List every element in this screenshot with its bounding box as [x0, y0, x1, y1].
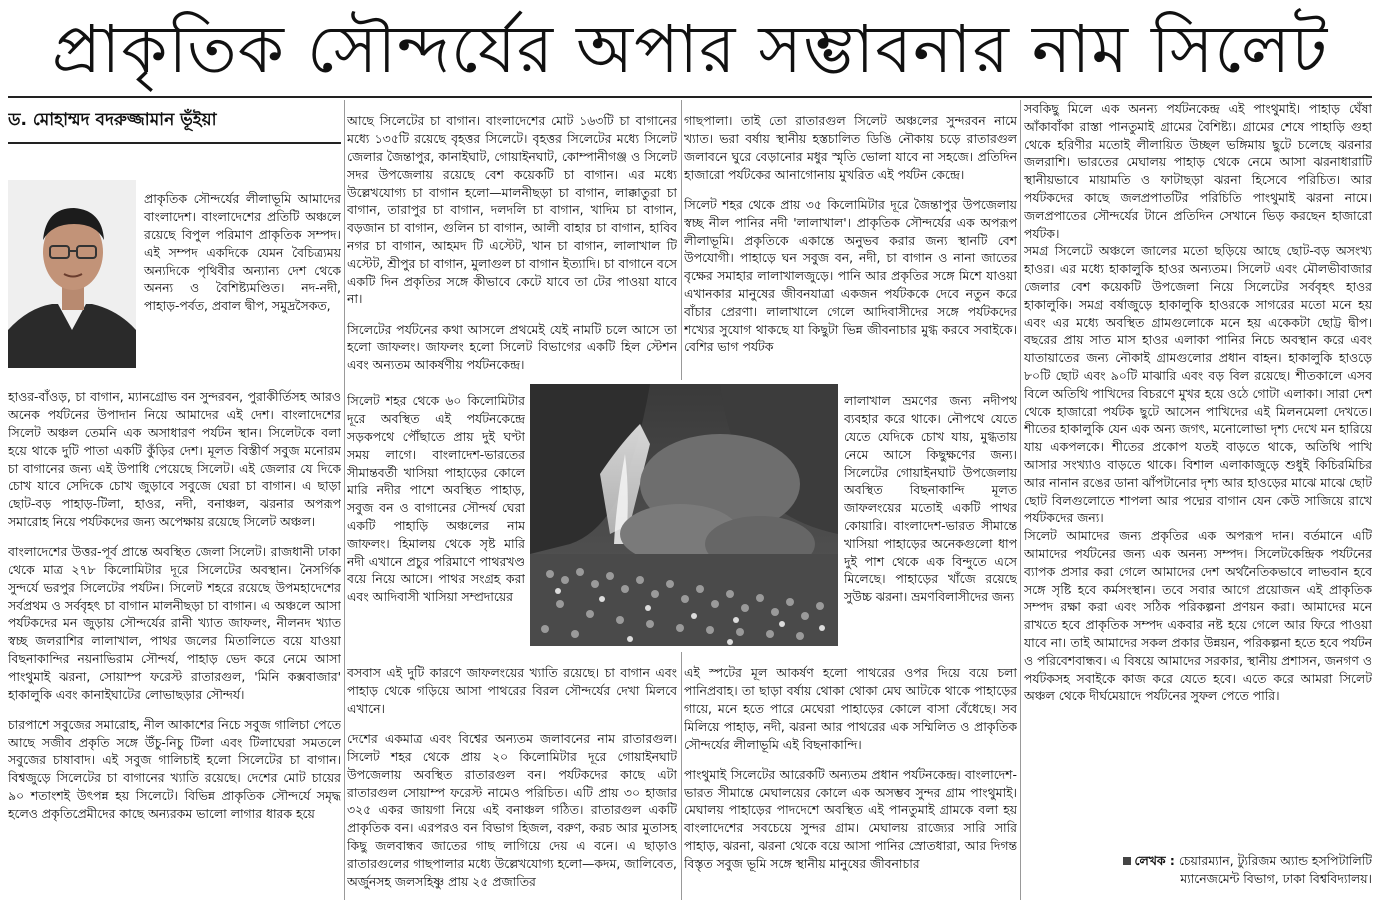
col1-body [8, 376, 341, 900]
col3-bottom [684, 652, 1017, 900]
col3-paragraph-2: সিলেট শহর থেকে প্রায় ৩৫ কিলোমিটার দূরে জৈন্তাপুর উপজেলায় স্বচ্ছ নীল পানির নদী 'লালাখাল'। প্রাকৃতিক সৌন্দর্যের এক অপরূপ লীলাভূমি। প্রকৃতিকে একান্তে অনুভব করার জন্য স্থানটি বেশ উপযোগী। পাহাড়ে ঘন সবুজ বন, নদী, চা বাগান ও নানা জাতের বৃক্ষের সমাহার লালাখালজুড়ে। পানি আর প্রকৃতির সঙ্গে মিশে যাওয়া এখানকার মানুষের জীবনযাত্রা একজন পর্যটককে দেবে নতুন করে বাঁচার প্রেরণা। লালাখালে গেলে আদিবাসীদের সঙ্গে পর্যটকদের শখ্যের সুযোগ থাকছে যা কিছুটা ভিন্ন জীবনাচার মুগ্ধ করবে সবাইকে। বেশির ভাগ পর্যটক [684, 196, 1017, 355]
headline-rule [8, 96, 1372, 98]
headline: প্রাকৃতিক সৌন্দর্যের অপার সম্ভাবনার নাম সিলেট [51, 11, 1329, 88]
author-portrait [8, 180, 136, 368]
credit-label: লেখক : [1134, 853, 1175, 868]
waterfall-image [530, 384, 838, 646]
col3-paragraph-5: পাংথুমাই সিলেটের আরেকটি অন্যতম প্রধান পর্যটনকেন্দ্র। বাংলাদেশ-ভারত সীমান্তে মেঘালয়ের কোলে এক অসম্ভব সুন্দর গ্রাম পাংথুমাই। মেঘালয় পাহাড়ের পাদদেশে অবস্থিত এই পানতুমাই গ্রামকে বলা হয় বাংলাদেশের সবচেয়ে সুন্দর গ্রাম। মেঘালয় রাজ্যের সারি সারি পাহাড়, ঝরনা, ঝরনা থেকে বয়ে আসা পানির স্রোতধারা, আর দিগন্ত বিস্তৃত সবুজ ভূমি সঙ্গে স্থানীয় মানুষের জীবনাচার [684, 766, 1017, 871]
col3-paragraph-4: এই স্পটের মূল আকর্ষণ হলো পাথরের ওপর দিয়ে বয়ে চলা পানিপ্রবাহ। তা ছাড়া বর্ষায় থোকা থোকা মেঘ আটকে থাকে পাহাড়ের গায়ে, মনে হতে পারে মেঘেরা পাহাড়ের কোলে বাসা বেঁধেছে। সব মিলিয়ে পাহাড়, নদী, ঝরনা আর পাথরের এক সম্মিলিত ও প্রাকৃতিক সৌন্দর্যের লীলাভূমি এই বিছনাকান্দি। [684, 665, 1017, 752]
col3-top [684, 100, 1017, 378]
col2-paragraph-5: দেশের একমাত্র এবং বিশ্বের অন্যতম জলাবনের নাম রাতারগুল। সিলেট শহর থেকে প্রায় ২০ কিলোমিটার দূরে গোয়াইনঘাট উপজেলায় অবস্থিত রাতারগুল বন। পর্যটকদের কাছে এটা রাতারগুল সোয়াম্প ফরেস্ট নামেও পরিচিত। এটি প্রায় ৩০ হাজার ৩২৫ একর জায়গা নিয়ে এই বনাঞ্চল গঠিত। রাতারগুল একটি প্রাকৃতিক বন। এরপরও বন বিভাগ হিজল, বরুণ, করচ আর মুতাসহ কিছু জলবান্ধব জাতের গাছ লাগিয়ে দেয় এ বনে। এ ছাড়াও রাতারগুলের গাছপালার মধ্যে উল্লেখযোগ্য হলো—কদম, জালিবেত, অর্জুনসহ জলসহিষ্ণু প্রায় ২৫ প্রজাতির [347, 731, 677, 889]
column-divider-3 [1020, 100, 1021, 900]
credit-line-2: ম্যানেজমেন্ট বিভাগ, ঢাকা বিশ্ববিদ্যালয়। [1180, 870, 1372, 886]
col2-top [347, 100, 677, 378]
col4-paragraph-3: সিলেট আমাদের জন্য প্রকৃতির এক অপরূপ দান। বর্তমানে এটি আমাদের পর্যটনের জন্য এক অনন্য সম্পদ। সিলেটকেন্দ্রিক পর্যটনের ব্যাপক প্রসার করা গেলে আমাদের দেশ অর্থনৈতিকভাবে লাভবান হবে সঙ্গে সৃষ্টি হবে কর্মসংস্থান। তবে সবার আগে প্রয়োজন এই প্রাকৃতিক সম্পদ রক্ষা করা এবং সঠিক পরিকল্পনা প্রণয়ন করা। আমাদের মনে রাখতে হবে প্রাকৃতিক সম্পদ একবার নষ্ট হয়ে গেলে আর ফিরে পাওয়া যাবে না। তাই আমাদের সকল প্রকার উন্নয়ন, পরিকল্পনা হতে হবে পর্যটন ও পরিবেশবান্ধব। এ বিষয়ে আমাদের সরকার, স্থানীয় প্রশাসন, জনগণ ও পর্যটকসহ সবাইকে কাজ করে যেতে হবে। এতে করে আমরা সিলেট অঞ্চল থেকে দীর্ঘমেয়াদে পর্যটনের সুফল পেতে পারি। [1024, 528, 1372, 704]
author-portrait-image [8, 180, 136, 368]
col1-paragraph-2: বাংলাদেশের উত্তর-পূর্ব প্রান্তে অবস্থিত জেলা সিলেট। রাজধানী ঢাকা থেকে মাত্র ২৭৮ কিলোমিটার দূরে সিলেটের অবস্থান। নৈসর্গিক সুন্দর্যে ভরপুর সিলেটের পর্যটন। সিলেট শহরে রয়েছে উপমহাদেশের সর্বপ্রথম ও সর্ববৃহৎ চা বাগান মালনীছড়া চা বাগান। এ অঞ্চলে আসা পর্যটকদের মন জুড়ায় সৌন্দর্যের রানী খ্যাত জাফলং, নীলনদ খ্যাত স্বচ্ছ জলরাশির লালাখাল, পাথর জলের মিতালিতে বয়ে যাওয়া বিছনাকান্দির নয়নাভিরাম সৌন্দর্য, পাহাড় ভেদ করে নেমে আসা পাংথুমাই ঝরনা, সোয়াম্প ফরেস্ট রাতারগুল, 'মিনি কক্সবাজার' হাকালুকি এবং কানাইঘাটের লোভাছড়ার সৌন্দর্য। [8, 544, 341, 702]
col2-bottom [347, 652, 677, 900]
waterfall-photo [530, 384, 838, 646]
col1-paragraph-3: চারপাশে সবুজের সমারোহ, নীল আকাশের নিচে সবুজ গালিচা পেতে আছে সজীব প্রকৃতি সঙ্গে উঁচু-নিচু টিলা এবং টিলাঘেরা সমতলে সবুজের চাষাবাদ। এই সবুজ গালিচাই হলো সিলেটের চা বাগান। বিশ্বজুড়ে সিলেটের চা বাগানের খ্যাতি রয়েছে। দেশের মোট চায়ের ৯০ শতাংশই উৎপন্ন হয় সিলেটে। বিভিন্ন প্রাকৃতিক সৌন্দর্যে সমৃদ্ধ হলেও প্রকৃতিপ্রেমীদের কাছে অন্যরকম ভালো লাগার ধারক হয়ে [8, 716, 341, 821]
credit-bullet-icon [1123, 857, 1131, 865]
column-divider-2b [681, 652, 682, 900]
col3-paragraph-3: লালাখাল ভ্রমণের জন্য নদীপথ ব্যবহার করে থাকে। নৌপথে যেতে যেতে যেদিকে চোখ যায়, মুগ্ধতায় নেমে আসে কিছুক্ষণের জন্য। সিলেটের গোয়াইনঘাট উপজেলায় অবস্থিত বিছনাকান্দি মূলত জাফলংয়ের মতোই একটি পাথর কোয়ারি। বাংলাদেশ-ভারত সীমান্তে খাসিয়া পাহাড়ের অনেকগুলো ধাপ দুই পাশ থেকে এক বিন্দুতে এসে মিলেছে। পাহাড়ের খাঁজে রয়েছে সুউচ্চ ঝরনা। ভ্রমণবিলাসীদের জন্য [844, 393, 1017, 605]
col4-paragraph-1: সবকিছু মিলে এক অনন্য পর্যটনকেন্দ্র এই পাংথুমাই। পাহাড় ঘেঁষা আঁকাবাঁকা রাস্তা পানতুমাই গ্রামের বৈশিষ্ট্য। গ্রামের শেষে পাহাড়ি গুহা থেকে হরিণীর মতোই লীলায়িত উচ্ছল ভঙ্গিমায় ছুটে চলেছে ঝরনার জলরাশি। ভারতের মেঘালয় পাহাড় থেকে নেমে আসা ঝরনাধারাটি স্থানীয়ভাবে মায়ামতি ও ফাটাছড়া ঝরনা হিসেবে পরিচিত। আর পর্যটকদের কাছে জলপ্রপাতটির পরিচিতি পাংথুমাই ঝরনা নামে। জলপ্রপাতের সৌন্দর্যের টানে প্রতিদিন সেখানে ভিড় করছেন হাজারো পর্যটক। [1024, 101, 1372, 241]
col2-paragraph-2: সিলেটের পর্যটনের কথা আসলে প্রথমেই যেই নামটি চলে আসে তা হলো জাফলং। জাফলং হলো সিলেট বিভাগের একটি হিল স্টেশন এবং অন্যতম আকর্ষণীয় পর্যটনকেন্দ্র। [347, 321, 677, 373]
col1-paragraph-1: হাওর-বাঁওড়, চা বাগান, ম্যানগ্রোভ বন সুন্দরবন, পুরাকীর্তিসহ আরও অনেক পর্যটনের উপাদান নিয়ে আমাদের এই দেশ। বাংলাদেশের সিলেট অঞ্চল তেমনি এক অসাধারণ পর্যটন স্থান। সিলেটকে বলা হয়ে থাকে দুটি পাতা একটি কুঁড়ির দেশ। মূলত বিস্তীর্ণ সবুজ মনোরম চা বাগানের জন্য এই উপাধি পেয়েছে সিলেট। এই জেলার যে দিকে চোখ যাবে সেদিকে চোখ জুড়াবে সবুজে ঘেরা চা বাগান। এ ছাড়া ছোট-বড় পাহাড়-টিলা, হাওর, নদী, বনাঞ্চল, ঝরনার অপরূপ সমারোহ নিয়ে পর্যটকদের জন্য অপেক্ষায় রয়েছে সিলেট অঞ্চল। [8, 389, 341, 529]
col2-paragraph-1: আছে সিলেটের চা বাগান। বাংলাদেশের মোট ১৬৩টি চা বাগানের মধ্যে ১৩৫টি রয়েছে বৃহত্তর সিলেটে। বৃহত্তর সিলেটের মধ্যে সিলেট জেলার জৈন্তাপুর, কানাইঘাট, গোয়াইনঘাট, কোম্পানীগঞ্জ ও সিলেট সদর উপজেলায় রয়েছে বেশ কয়েকটি চা বাগান। এর মধ্যে উল্লেখযোগ্য চা বাগান হলো—মালনীছড়া চা বাগান, লাক্কাতুরা চা বাগান, তারাপুর চা বাগান, দলদলি চা বাগান, খাদিম চা বাগান, বড়জান চা বাগান, গুলিন চা বাগান, আলী বাহার চা বাগান, হাবিব নগর চা বাগান, আহমদ টি এস্টেট, খান চা বাগান, লালাখাল টি এস্টেট, শ্রীপুর চা বাগান, মুলাগুল চা বাগান ইত্যাদি। চা বাগানে বসে একটি দিন প্রকৃতির সঙ্গে কীভাবে কেটে যাবে তা টের পাওয়া যাবে না। [347, 113, 677, 307]
column-divider-1 [344, 100, 345, 900]
byline-rule [8, 142, 341, 144]
col2-beside-photo [347, 380, 525, 650]
col4-body [1024, 100, 1372, 850]
col4-paragraph-2: সমগ্র সিলেটে অঞ্চলে জালের মতো ছড়িয়ে আছে ছোট-বড় অসংখ্য হাওর। এর মধ্যে হাকালুকি হাওর অন্যতম। সিলেট এবং মৌলভীবাজার জেলার বেশ কয়েকটি উপজেলা নিয়ে সিলেটের সর্ববৃহৎ হাওর হাকালুকি। সমগ্র বর্ষাজুড়ে হাকালুকি হাওরকে সাগরের মতো মনে হয় এবং এর মধ্যে অবস্থিত গ্রামগুলোকে মনে হয় একেকটা ছোট্ট দ্বীপ। বছরের প্রায় সাত মাস হাওর এলাকা পানির নিচে অবস্থান করে এবং যাতায়াতের জন্য নৌকাই গ্রামগুলোর প্রধান বাহন। হাকালুকি হাওড়ে ৮০টি ছোট এবং ৯০টি মাঝারি এবং বড় বিল রয়েছে। শীতকালে এসব বিলে অতিথি পাখিদের বিচরণে মুখর হয়ে ওঠে গোটা এলাকা। সারা দেশ থেকে হাজারো পর্যটক ছুটে আসেন পাখিদের এই মিলনমেলা দেখতে। শীতের হাকালুকি যেন এক অন্য জগৎ, মনোলোভা দৃশ্য দেখে মন হারিয়ে যায় একপলকে। শীতের প্রকোপ যতই বাড়তে থাকে, অতিথি পাখি আসার সংখ্যাও বাড়তে থাকে। বিশাল এলাকাজুড়ে শুধুই কিচিরমিচির আর নানান রঙের ডানা ঝাঁপটানোর দৃশ্য আর হাওড়ের মাঝে মাঝে ছোট ছোট বিলগুলোতে শাপলা আর পদ্মের বাগান যেন কেউ সাজিয়ে রাখে পর্যটকদের জন্য। [1024, 243, 1372, 526]
column-divider-2 [681, 100, 682, 380]
author-credit [1024, 852, 1372, 900]
col2-paragraph-3: সিলেট শহর থেকে ৬০ কিলোমিটার দূরে অবস্থিত এই পর্যটনকেন্দ্রে সড়কপথে পৌঁছাতে প্রায় দুই ঘণ্টা সময় লাগে। বাংলাদেশ-ভারতের সীমান্তবর্তী খাসিয়া পাহাড়ের কোলে মারি নদীর পাশে অবস্থিত পাহাড়, সবুজ বন ও বাগানের সৌন্দর্য ঘেরা একটি পাহাড়ি অঞ্চলের নাম জাফলং। হিমালয় থেকে সৃষ্ট মারি নদী এখানে প্রচুর পরিমাণে পাথরখণ্ড বয়ে নিয়ে আসে। পাথর সংগ্রহ করা এবং আদিবাসী খাসিয়া সম্প্রদায়ের [347, 393, 525, 605]
byline: ড. মোহাম্মদ বদরুজ্জামান ভূঁইয়া [8, 110, 217, 130]
col3-paragraph-1: গাছপালা। তাই তো রাতারগুল সিলেট অঞ্চলের সুন্দরবন নামে খ্যাত। ভরা বর্ষায় স্থানীয় হস্তচালিত ডিঙি নৌকায় চড়ে রাতারগুল জলাবনে ঘুরে বেড়ানোর মধুর স্মৃতি ভোলা যাবে না সহজে। প্রতিদিন হাজারো পর্যটকের আনাগোনায় মুখরিত এই পর্যটন কেন্দ্রে। [684, 113, 1017, 182]
col1-paragraph-intro: প্রাকৃতিক সৌন্দর্যের লীলাভূমি আমাদের বাংলাদেশ। বাংলাদেশের প্রতিটি অঞ্চলে রয়েছে বিপুল পরিমাণ প্রাকৃতিক সম্পদ। এই সম্পদ একদিকে যেমন বৈচিত্র্যময় অন্যদিকে পৃথিবীর অন্যান্য দেশ থেকে অনন্য ও বৈশিষ্ট্যমণ্ডিত। নদ-নদী, পাহাড়-পর্বত, প্রবাল দ্বীপ, সমুদ্রসৈকত, [144, 191, 341, 314]
col1-intro [8, 178, 341, 374]
col3-beside-photo [844, 380, 1017, 650]
credit-line-1: চেয়ারম্যান, ট্যুরিজম অ্যান্ড হসপিটালিটি [1178, 853, 1372, 868]
col2-paragraph-4: বসবাস এই দুটি কারণে জাফলংয়ের খ্যাতি রয়েছে। চা বাগান এবং পাহাড় থেকে গড়িয়ে আসা পাথরের বিরল সৌন্দর্যের দেখা মিলবে এখানে। [347, 665, 677, 716]
